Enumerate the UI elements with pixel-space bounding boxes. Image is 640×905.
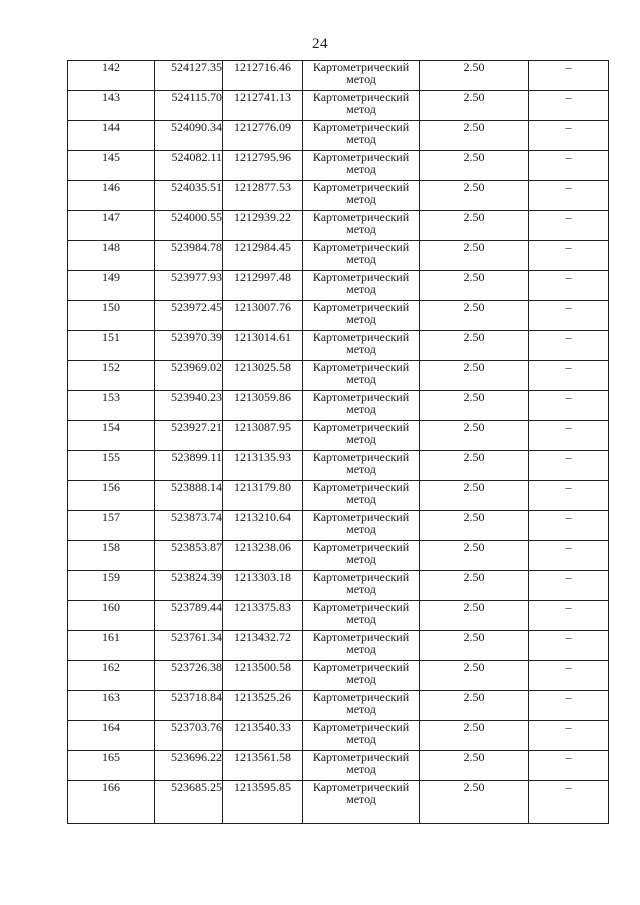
y-coordinate-cell: 1213303.18 bbox=[223, 571, 303, 601]
point-number-cell: 153 bbox=[68, 391, 155, 421]
method-text-line-1: Картометрический bbox=[312, 270, 410, 284]
point-number-cell: 156 bbox=[68, 481, 155, 511]
description-cell: – bbox=[529, 271, 609, 301]
point-number-cell: 157 bbox=[68, 511, 155, 541]
point-number-cell: 148 bbox=[68, 241, 155, 271]
method-text-line-2: метод bbox=[346, 612, 376, 626]
method-cell bbox=[303, 481, 420, 511]
method-text-line-1: Картометрический bbox=[312, 360, 410, 374]
method-text-line-2: метод bbox=[346, 492, 376, 506]
method-cell bbox=[303, 211, 420, 241]
y-coordinate-cell: 1212741.13 bbox=[223, 91, 303, 121]
table-row bbox=[68, 331, 609, 361]
method-cell bbox=[303, 721, 420, 751]
x-coordinate-cell: 523789.44 bbox=[155, 601, 223, 631]
description-cell: – bbox=[529, 241, 609, 271]
table-row bbox=[68, 121, 609, 151]
method-text-line-1: Картометрический bbox=[312, 330, 410, 344]
description-cell: – bbox=[529, 151, 609, 181]
method-text-line-1: Картометрический bbox=[312, 540, 410, 554]
accuracy-cell: 2.50 bbox=[420, 241, 529, 271]
y-coordinate-cell: 1212997.48 bbox=[223, 271, 303, 301]
y-coordinate-cell: 1212776.09 bbox=[223, 121, 303, 151]
description-cell: – bbox=[529, 751, 609, 781]
method-cell bbox=[303, 61, 420, 91]
y-coordinate-cell: 1213432.72 bbox=[223, 631, 303, 661]
method-text-line-2: метод bbox=[346, 582, 376, 596]
point-number-cell: 160 bbox=[68, 601, 155, 631]
table-row bbox=[68, 541, 609, 571]
accuracy-cell: 2.50 bbox=[420, 421, 529, 451]
point-number-cell: 142 bbox=[68, 61, 155, 91]
point-number-cell: 159 bbox=[68, 571, 155, 601]
point-number-cell: 146 bbox=[68, 181, 155, 211]
description-cell: – bbox=[529, 421, 609, 451]
method-cell bbox=[303, 691, 420, 721]
point-number-cell: 158 bbox=[68, 541, 155, 571]
description-cell: – bbox=[529, 121, 609, 151]
y-coordinate-cell: 1212795.96 bbox=[223, 151, 303, 181]
method-text-line-2: метод bbox=[346, 372, 376, 386]
y-coordinate-cell: 1212716.46 bbox=[223, 61, 303, 91]
method-text-line-2: метод bbox=[346, 702, 376, 716]
x-coordinate-cell: 524035.51 bbox=[155, 181, 223, 211]
point-number-cell: 161 bbox=[68, 631, 155, 661]
table-row bbox=[68, 481, 609, 511]
method-text-line-1: Картометрический bbox=[312, 60, 410, 74]
description-cell: – bbox=[529, 601, 609, 631]
accuracy-cell: 2.50 bbox=[420, 721, 529, 751]
x-coordinate-cell: 523718.84 bbox=[155, 691, 223, 721]
table-row bbox=[68, 601, 609, 631]
method-cell bbox=[303, 751, 420, 781]
method-cell bbox=[303, 571, 420, 601]
y-coordinate-cell: 1213007.76 bbox=[223, 301, 303, 331]
table-row bbox=[68, 631, 609, 661]
x-coordinate-cell: 524127.35 bbox=[155, 61, 223, 91]
method-text-line-2: метод bbox=[346, 462, 376, 476]
table-row bbox=[68, 151, 609, 181]
method-text-line-1: Картометрический bbox=[312, 720, 410, 734]
table-row bbox=[68, 721, 609, 751]
description-cell: – bbox=[529, 631, 609, 661]
method-text-line-2: метод bbox=[346, 72, 376, 86]
y-coordinate-cell: 1213210.64 bbox=[223, 511, 303, 541]
accuracy-cell: 2.50 bbox=[420, 781, 529, 824]
accuracy-cell: 2.50 bbox=[420, 391, 529, 421]
description-cell: – bbox=[529, 511, 609, 541]
method-cell bbox=[303, 121, 420, 151]
description-cell: – bbox=[529, 361, 609, 391]
x-coordinate-cell: 524090.34 bbox=[155, 121, 223, 151]
point-number-cell: 164 bbox=[68, 721, 155, 751]
x-coordinate-cell: 523703.76 bbox=[155, 721, 223, 751]
x-coordinate-cell: 523899.11 bbox=[155, 451, 223, 481]
point-number-cell: 163 bbox=[68, 691, 155, 721]
method-cell bbox=[303, 271, 420, 301]
method-cell bbox=[303, 91, 420, 121]
accuracy-cell: 2.50 bbox=[420, 121, 529, 151]
method-cell bbox=[303, 631, 420, 661]
table-row bbox=[68, 241, 609, 271]
method-text-line-1: Картометрический bbox=[312, 150, 410, 164]
x-coordinate-cell: 524000.55 bbox=[155, 211, 223, 241]
accuracy-cell: 2.50 bbox=[420, 601, 529, 631]
x-coordinate-cell: 523972.45 bbox=[155, 301, 223, 331]
point-number-cell: 154 bbox=[68, 421, 155, 451]
y-coordinate-cell: 1213238.06 bbox=[223, 541, 303, 571]
accuracy-cell: 2.50 bbox=[420, 541, 529, 571]
method-text-line-2: метод bbox=[346, 342, 376, 356]
method-text-line-1: Картометрический bbox=[312, 690, 410, 704]
y-coordinate-cell: 1213540.33 bbox=[223, 721, 303, 751]
y-coordinate-cell: 1213375.83 bbox=[223, 601, 303, 631]
x-coordinate-cell: 523977.93 bbox=[155, 271, 223, 301]
accuracy-cell: 2.50 bbox=[420, 301, 529, 331]
method-text-line-2: метод bbox=[346, 762, 376, 776]
accuracy-cell: 2.50 bbox=[420, 151, 529, 181]
method-text-line-2: метод bbox=[346, 222, 376, 236]
accuracy-cell: 2.50 bbox=[420, 211, 529, 241]
method-cell bbox=[303, 451, 420, 481]
x-coordinate-cell: 523696.22 bbox=[155, 751, 223, 781]
accuracy-cell: 2.50 bbox=[420, 751, 529, 781]
method-text-line-1: Картометрический bbox=[312, 510, 410, 524]
method-text-line-1: Картометрический bbox=[312, 120, 410, 134]
method-text-line-2: метод bbox=[346, 732, 376, 746]
table-row bbox=[68, 301, 609, 331]
accuracy-cell: 2.50 bbox=[420, 451, 529, 481]
y-coordinate-cell: 1212939.22 bbox=[223, 211, 303, 241]
accuracy-cell: 2.50 bbox=[420, 661, 529, 691]
point-number-cell: 165 bbox=[68, 751, 155, 781]
method-text-line-1: Картометрический bbox=[312, 210, 410, 224]
method-text-line-1: Картометрический bbox=[312, 750, 410, 764]
method-text-line-1: Картометрический bbox=[312, 570, 410, 584]
accuracy-cell: 2.50 bbox=[420, 61, 529, 91]
point-number-cell: 151 bbox=[68, 331, 155, 361]
description-cell: – bbox=[529, 661, 609, 691]
method-cell bbox=[303, 331, 420, 361]
x-coordinate-cell: 523888.14 bbox=[155, 481, 223, 511]
method-text-line-2: метод bbox=[346, 102, 376, 116]
table-row bbox=[68, 751, 609, 781]
description-cell: – bbox=[529, 721, 609, 751]
point-number-cell: 150 bbox=[68, 301, 155, 331]
method-text-line-1: Картометрический bbox=[312, 390, 410, 404]
x-coordinate-cell: 523726.38 bbox=[155, 661, 223, 691]
method-cell bbox=[303, 661, 420, 691]
description-cell: – bbox=[529, 781, 609, 824]
table-row bbox=[68, 211, 609, 241]
table-row bbox=[68, 391, 609, 421]
method-text-line-1: Картометрический bbox=[312, 90, 410, 104]
x-coordinate-cell: 523940.23 bbox=[155, 391, 223, 421]
x-coordinate-cell: 523824.39 bbox=[155, 571, 223, 601]
table-row bbox=[68, 511, 609, 541]
method-text-line-1: Картометрический bbox=[312, 240, 410, 254]
y-coordinate-cell: 1213059.86 bbox=[223, 391, 303, 421]
x-coordinate-cell: 523970.39 bbox=[155, 331, 223, 361]
table-row bbox=[68, 421, 609, 451]
table-row bbox=[68, 691, 609, 721]
method-text-line-2: метод bbox=[346, 792, 376, 806]
x-coordinate-cell: 523873.74 bbox=[155, 511, 223, 541]
method-cell bbox=[303, 781, 420, 824]
table-row bbox=[68, 781, 609, 824]
accuracy-cell: 2.50 bbox=[420, 271, 529, 301]
y-coordinate-cell: 1213014.61 bbox=[223, 331, 303, 361]
description-cell: – bbox=[529, 301, 609, 331]
method-text-line-2: метод bbox=[346, 672, 376, 686]
y-coordinate-cell: 1212984.45 bbox=[223, 241, 303, 271]
method-text-line-1: Картометрический bbox=[312, 630, 410, 644]
accuracy-cell: 2.50 bbox=[420, 331, 529, 361]
table-row bbox=[68, 271, 609, 301]
description-cell: – bbox=[529, 181, 609, 211]
description-cell: – bbox=[529, 391, 609, 421]
y-coordinate-cell: 1213595.85 bbox=[223, 781, 303, 824]
x-coordinate-cell: 523761.34 bbox=[155, 631, 223, 661]
accuracy-cell: 2.50 bbox=[420, 511, 529, 541]
description-cell: – bbox=[529, 691, 609, 721]
method-text-line-2: метод bbox=[346, 312, 376, 326]
y-coordinate-cell: 1213135.93 bbox=[223, 451, 303, 481]
point-number-cell: 149 bbox=[68, 271, 155, 301]
coordinates-table-body bbox=[68, 61, 609, 824]
y-coordinate-cell: 1213561.58 bbox=[223, 751, 303, 781]
point-number-cell: 166 bbox=[68, 781, 155, 824]
y-coordinate-cell: 1213525.26 bbox=[223, 691, 303, 721]
accuracy-cell: 2.50 bbox=[420, 181, 529, 211]
method-text-line-1: Картометрический bbox=[312, 450, 410, 464]
coordinates-table bbox=[67, 60, 609, 824]
x-coordinate-cell: 524082.11 bbox=[155, 151, 223, 181]
x-coordinate-cell: 524115.70 bbox=[155, 91, 223, 121]
table-row bbox=[68, 91, 609, 121]
y-coordinate-cell: 1213179.80 bbox=[223, 481, 303, 511]
table-row bbox=[68, 361, 609, 391]
description-cell: – bbox=[529, 541, 609, 571]
method-text-line-2: метод bbox=[346, 522, 376, 536]
accuracy-cell: 2.50 bbox=[420, 361, 529, 391]
method-cell bbox=[303, 511, 420, 541]
description-cell: – bbox=[529, 61, 609, 91]
table-row bbox=[68, 61, 609, 91]
method-text-line-2: метод bbox=[346, 642, 376, 656]
method-text-line-1: Картометрический bbox=[312, 300, 410, 314]
description-cell: – bbox=[529, 571, 609, 601]
method-text-line-2: метод bbox=[346, 192, 376, 206]
method-text-line-2: метод bbox=[346, 252, 376, 266]
method-cell bbox=[303, 301, 420, 331]
y-coordinate-cell: 1213087.95 bbox=[223, 421, 303, 451]
method-text-line-2: метод bbox=[346, 432, 376, 446]
description-cell: – bbox=[529, 451, 609, 481]
table-row bbox=[68, 181, 609, 211]
point-number-cell: 144 bbox=[68, 121, 155, 151]
point-number-cell: 155 bbox=[68, 451, 155, 481]
x-coordinate-cell: 523969.02 bbox=[155, 361, 223, 391]
method-text-line-1: Картометрический bbox=[312, 480, 410, 494]
point-number-cell: 162 bbox=[68, 661, 155, 691]
x-coordinate-cell: 523927.21 bbox=[155, 421, 223, 451]
method-text-line-1: Картометрический bbox=[312, 420, 410, 434]
y-coordinate-cell: 1213500.58 bbox=[223, 661, 303, 691]
method-cell bbox=[303, 601, 420, 631]
method-text-line-2: метод bbox=[346, 132, 376, 146]
method-text-line-1: Картометрический bbox=[312, 660, 410, 674]
method-text-line-1: Картометрический bbox=[312, 780, 410, 794]
description-cell: – bbox=[529, 91, 609, 121]
description-cell: – bbox=[529, 481, 609, 511]
method-text-line-2: метод bbox=[346, 402, 376, 416]
table-row bbox=[68, 451, 609, 481]
method-cell bbox=[303, 541, 420, 571]
point-number-cell: 152 bbox=[68, 361, 155, 391]
point-number-cell: 145 bbox=[68, 151, 155, 181]
description-cell: – bbox=[529, 211, 609, 241]
point-number-cell: 147 bbox=[68, 211, 155, 241]
method-cell bbox=[303, 391, 420, 421]
point-number-cell: 143 bbox=[68, 91, 155, 121]
method-cell bbox=[303, 241, 420, 271]
method-cell bbox=[303, 151, 420, 181]
method-text-line-1: Картометрический bbox=[312, 600, 410, 614]
method-text-line-1: Картометрический bbox=[312, 180, 410, 194]
x-coordinate-cell: 523853.87 bbox=[155, 541, 223, 571]
y-coordinate-cell: 1212877.53 bbox=[223, 181, 303, 211]
accuracy-cell: 2.50 bbox=[420, 571, 529, 601]
accuracy-cell: 2.50 bbox=[420, 91, 529, 121]
x-coordinate-cell: 523685.25 bbox=[155, 781, 223, 824]
method-text-line-2: метод bbox=[346, 552, 376, 566]
accuracy-cell: 2.50 bbox=[420, 691, 529, 721]
method-cell bbox=[303, 361, 420, 391]
x-coordinate-cell: 523984.78 bbox=[155, 241, 223, 271]
accuracy-cell: 2.50 bbox=[420, 481, 529, 511]
table-row bbox=[68, 571, 609, 601]
method-cell bbox=[303, 421, 420, 451]
page-number: 24 bbox=[312, 36, 328, 52]
accuracy-cell: 2.50 bbox=[420, 631, 529, 661]
table-row bbox=[68, 661, 609, 691]
y-coordinate-cell: 1213025.58 bbox=[223, 361, 303, 391]
method-text-line-2: метод bbox=[346, 162, 376, 176]
method-text-line-2: метод bbox=[346, 282, 376, 296]
method-cell bbox=[303, 181, 420, 211]
description-cell: – bbox=[529, 331, 609, 361]
